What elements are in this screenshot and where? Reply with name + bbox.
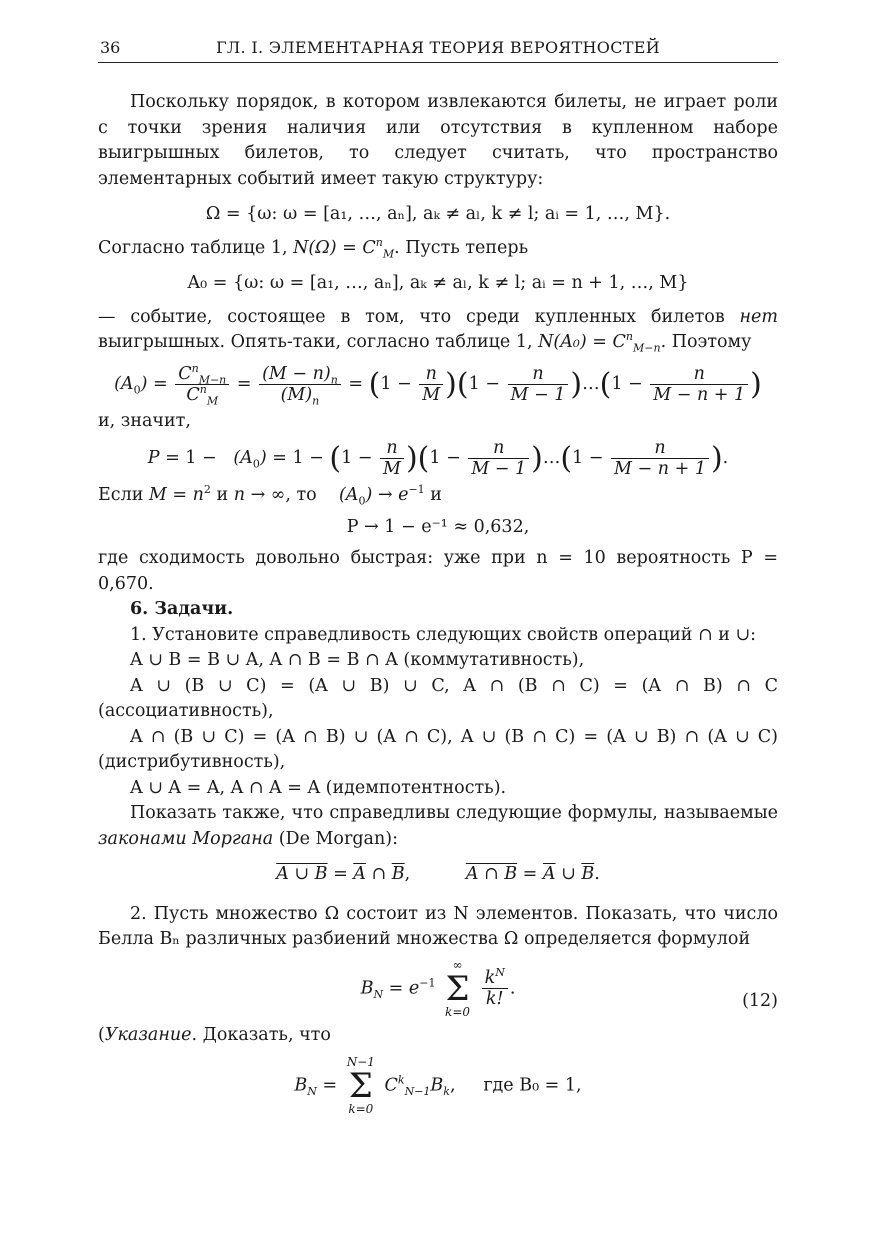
task1-associativity: A ∪ (B ∪ C) = (A ∪ B) ∪ C, A ∩ (B ∩ C) = (A ∩ B) ∩ C (ассоциативность),: [98, 675, 778, 721]
page-number: 36: [100, 38, 121, 57]
section-title: 6. Задачи.: [130, 599, 234, 619]
equation-a0: A₀ = {ω: ω = [a₁, …, aₙ], aₖ ≠ aₗ, k ≠ l; aᵢ = n + 1, …, M}: [187, 273, 689, 293]
paragraph-limit: Если $M = n^2$ и n → ∞, то $(A_0) \to e^{-1}$ и: [98, 483, 442, 508]
paragraph-table-ref: Согласно таблице 1, $N(\Omega) = C^n_M$. Пусть теперь: [98, 235, 529, 260]
running-header: [98, 36, 778, 63]
emphasis-net: нет: [739, 306, 778, 327]
equation-number: (12): [742, 990, 778, 1011]
paragraph-and-hence: и, значит,: [98, 410, 191, 431]
paragraph-hint: (Указание. Доказать, что: [98, 1024, 331, 1045]
task1-idempotency: A ∪ A = A, A ∩ A = A (идемпотентность).: [130, 777, 507, 798]
paragraph-a0-event: — событие, состоящее в том, что среди купленных билетов нет выигрышных. Опять-таки, согласно таблице 1, $N(A_0) = C^n_{M-n}$. Поэтому: [98, 306, 778, 355]
equation-12: $B_N = e^{-1}$ ∞ Σ k=0 $\frac{k^N}{k!}$ . (12): [360, 957, 778, 1019]
equation-de-morgan: A ∪ $B = \overline{A}$ ∩ $\overline{B}$, A ∩ $B = \overline{A}$ ∪ $\overline{B}$.: [276, 864, 600, 884]
equation-limit: P → 1 − e⁻¹ ≈ 0,632,: [346, 516, 530, 537]
task1-intro: 1. Установите справедливость следующих свойств операций ∩ и ∪:: [130, 624, 757, 645]
running-title: ГЛ. I. ЭЛЕМЕНТАРНАЯ ТЕОРИЯ ВЕРОЯТНОСТЕЙ: [216, 38, 660, 57]
equation-bell-recurrence: $B_N$ = N−1 Σ k=0 $C^k_{N-1}B_k$, где B₀ = 1,: [294, 1055, 582, 1116]
task1-commutativity: A ∪ B = B ∪ A, A ∩ B = B ∩ A (коммутативность),: [130, 650, 585, 670]
emphasis-hint: Указание: [104, 1024, 192, 1045]
task2: 2. Пусть множество Ω состоит из N элементов. Показать, что число Белла Bₙ различных разбиений множества Ω определяется формулой: [98, 903, 778, 949]
task1-distributivity: A ∩ (B ∪ C) = (A ∩ B) ∪ (A ∩ C), A ∪ (B ∩ C) = (A ∪ B) ∩ (A ∪ C) (дистрибутивность),: [98, 726, 778, 772]
page: [98, 0, 778, 1239]
paragraph-intro: Поскольку порядок, в котором извлекаются билеты, не играет роли с точки зрения наличия или отсутствия в купленном наборе выигрышных билетов, то следует считать, что пространство элементарных событий имеет такую структуру:: [98, 92, 778, 189]
equation-omega: Ω = {ω: ω = [a₁, …, aₙ], aₖ ≠ aₗ, k ≠ l; aᵢ = 1, …, M}.: [205, 204, 671, 224]
paragraph-morgan: Показать также, что справедливы следующие формулы, называемые законами Моргана (De Morgan):: [98, 803, 778, 849]
equation-p-a0: $(A_0)$ = $\frac{C^n_{M-n}}{C^n_M}$ = $\frac{(M - n)_n}{(M)_n}$ = (1 − $\frac{n}{M}$ )(1 − $\frac{n}{M - 1}$ )…(1 − $\frac{n}{M - n + 1}$ ): [114, 361, 762, 407]
page-body: [98, 90, 778, 1116]
equation-p: $P = 1 - (A_0) = 1 - (1$ − $\frac{n}{M}$ )(1 − $\frac{n}{M - 1}$ )…(1 − $\frac{n}{M - n + 1}$ ).: [147, 438, 729, 479]
paragraph-convergence: где сходимость довольно быстрая: уже при n = 10 вероятность P = 0,670.: [98, 548, 778, 594]
emphasis-morgan: законами Моргана: [98, 828, 274, 849]
where-b0: где B₀ = 1,: [483, 1075, 582, 1096]
